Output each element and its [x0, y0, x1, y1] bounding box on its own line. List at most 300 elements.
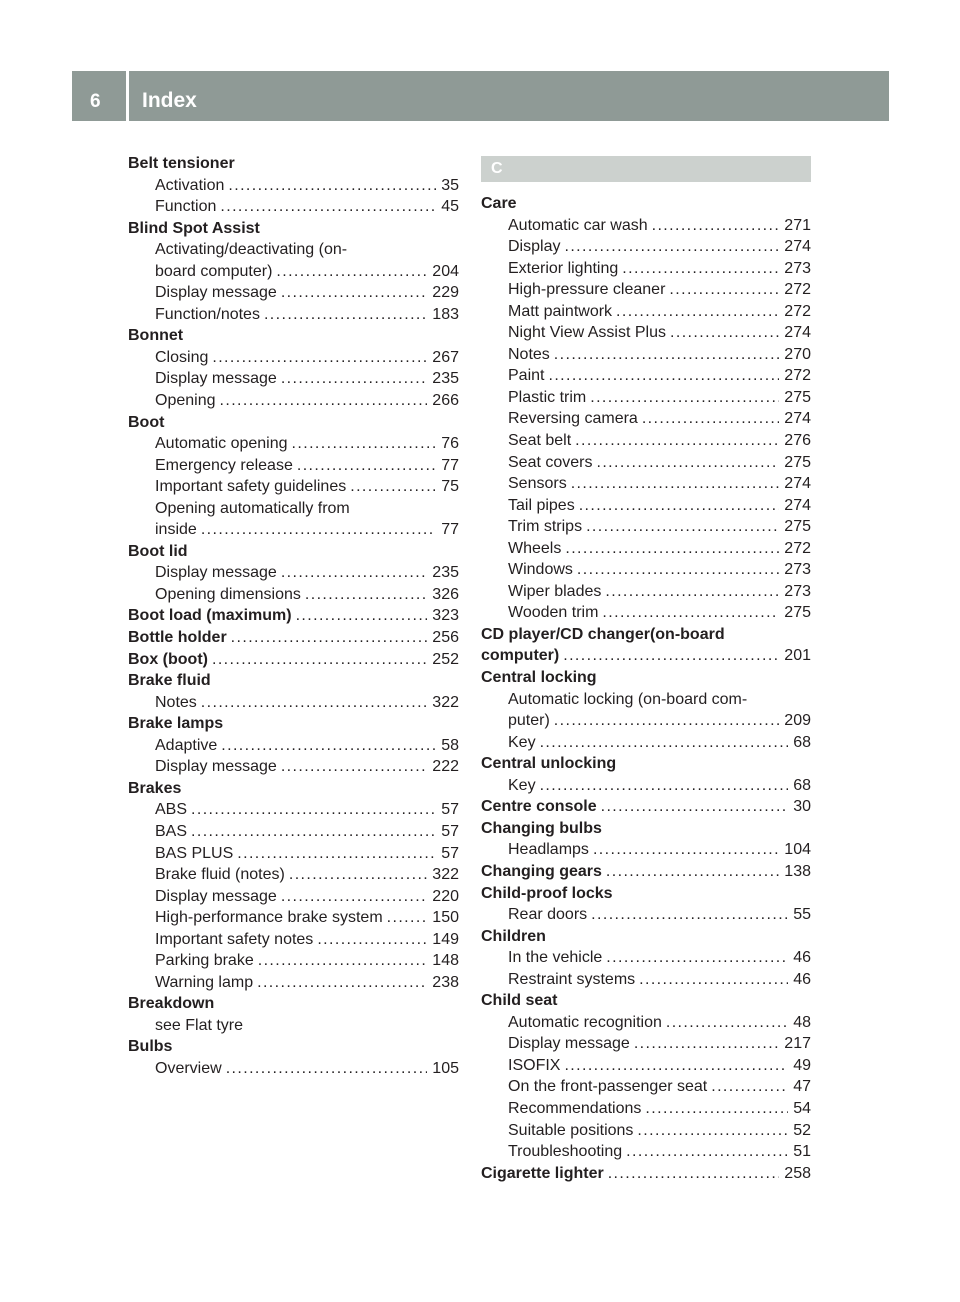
- entry-label: Brakes: [128, 779, 182, 797]
- page-reference: 150: [432, 909, 459, 927]
- index-subentry: [128, 347, 459, 369]
- index-subentry: [128, 864, 459, 886]
- entry-label: Activating/deactivating (on-: [155, 241, 348, 259]
- entry-label: Display message: [155, 284, 277, 302]
- dot-leader: [554, 710, 780, 732]
- dot-leader: [258, 950, 428, 972]
- page-reference: 322: [432, 693, 459, 711]
- entry-label: High-performance brake system: [155, 909, 383, 927]
- index-subentry: [481, 387, 811, 409]
- index-subentry: [481, 215, 811, 237]
- entry-label: Parking brake: [155, 952, 254, 970]
- page-reference: 272: [784, 302, 811, 320]
- dot-leader: [571, 473, 780, 495]
- entry-label: Boot lid: [128, 542, 188, 560]
- entry-label: puter): [508, 712, 550, 730]
- entry-label: Blind Spot Assist: [128, 219, 260, 237]
- page-number: 6: [90, 91, 101, 112]
- dot-leader: [264, 304, 427, 326]
- entry-label: Brake fluid (notes): [155, 866, 285, 884]
- page-reference: 183: [432, 305, 459, 323]
- index-subentry: [481, 1076, 811, 1098]
- index-subentry: [128, 261, 459, 283]
- page-reference: 235: [432, 564, 459, 582]
- page-reference: 35: [441, 176, 459, 194]
- dot-leader: [606, 947, 788, 969]
- dot-leader: [565, 538, 779, 560]
- dot-leader: [317, 929, 427, 951]
- entry-label: Opening: [155, 392, 216, 410]
- page-reference: 204: [432, 262, 459, 280]
- index-subentry: [481, 904, 811, 926]
- index-heading: [481, 818, 811, 840]
- index-heading: [128, 778, 459, 800]
- index-subentry: [128, 692, 459, 714]
- page-reference: 105: [432, 1059, 459, 1077]
- index-subentry: [481, 365, 811, 387]
- index-subentry: [481, 538, 811, 560]
- page-reference: 272: [784, 367, 811, 385]
- index-heading: [128, 670, 459, 692]
- entry-label: Suitable positions: [508, 1121, 634, 1139]
- dot-leader: [601, 796, 789, 818]
- page-reference: 275: [784, 604, 811, 622]
- index-heading: [128, 412, 459, 434]
- entry-label: Box (boot): [128, 650, 208, 668]
- dot-leader: [292, 433, 437, 455]
- index-subentry: [481, 602, 811, 624]
- page-reference: 47: [793, 1078, 811, 1096]
- page-reference: 148: [432, 952, 459, 970]
- dot-leader: [281, 562, 427, 584]
- entry-label: Display message: [508, 1035, 630, 1053]
- entry-label: see Flat tyre: [155, 1016, 244, 1034]
- entry-label: Boot load (maximum): [128, 607, 292, 625]
- index-subentry: [128, 196, 459, 218]
- index-subentry: [481, 495, 811, 517]
- entry-label: Notes: [155, 693, 197, 711]
- index-heading: [128, 649, 459, 671]
- index-subentry: [128, 886, 459, 908]
- dot-leader: [602, 602, 779, 624]
- dot-leader: [575, 430, 779, 452]
- dot-leader: [593, 839, 779, 861]
- index-subentry: [128, 756, 459, 778]
- entry-label: Plastic trim: [508, 388, 587, 406]
- entry-label: Cigarette lighter: [481, 1164, 604, 1182]
- index-subentry: [481, 1012, 811, 1034]
- page-reference: 54: [793, 1099, 811, 1117]
- index-subentry: [481, 969, 811, 991]
- dot-leader: [563, 645, 779, 667]
- index-subentry: [128, 799, 459, 821]
- page-reference: 273: [784, 561, 811, 579]
- dot-leader: [237, 843, 436, 865]
- page-reference: 104: [784, 841, 811, 859]
- dot-leader: [221, 735, 436, 757]
- entry-label: CD player/CD changer(on-board: [481, 625, 725, 643]
- page-reference: 76: [441, 435, 459, 453]
- entry-label: Changing bulbs: [481, 819, 602, 837]
- index-heading: [481, 667, 811, 689]
- page-reference: 30: [793, 798, 811, 816]
- entry-label: Important safety notes: [155, 930, 314, 948]
- dot-leader: [281, 756, 427, 778]
- page-reference: 49: [793, 1056, 811, 1074]
- index-subentry: [481, 516, 811, 538]
- index-subentry: [481, 710, 811, 732]
- dot-leader: [231, 627, 428, 649]
- entry-label: Central locking: [481, 669, 597, 687]
- dot-leader: [608, 1163, 780, 1185]
- page-reference: 46: [793, 970, 811, 988]
- index-subentry: [481, 452, 811, 474]
- page-reference: 275: [784, 388, 811, 406]
- entry-label: Belt tensioner: [128, 155, 235, 172]
- index-heading: [128, 325, 459, 347]
- entry-label: Notes: [508, 345, 550, 363]
- dot-leader: [387, 907, 428, 929]
- entry-label: Brake lamps: [128, 715, 224, 733]
- page-reference: 256: [432, 629, 459, 647]
- dot-leader: [289, 864, 427, 886]
- page-reference: 273: [784, 582, 811, 600]
- index-column-right: [481, 153, 811, 1184]
- index-subentry: [481, 430, 811, 452]
- page-reference: 46: [793, 949, 811, 967]
- entry-label: board computer): [155, 262, 273, 280]
- index-heading: [128, 627, 459, 649]
- page-reference: 274: [784, 324, 811, 342]
- entry-label: Children: [481, 927, 546, 945]
- dot-leader: [591, 904, 788, 926]
- dot-leader: [577, 559, 779, 581]
- index-subentry: [481, 236, 811, 258]
- entry-label: Breakdown: [128, 995, 215, 1013]
- index-subentry: [481, 947, 811, 969]
- index-subentry: [128, 929, 459, 951]
- entry-label: Tail pipes: [508, 496, 575, 514]
- entry-label: Troubleshooting: [508, 1143, 623, 1161]
- index-heading: [128, 153, 459, 175]
- section-letter-heading: C: [481, 156, 811, 182]
- entry-label: In the vehicle: [508, 949, 603, 967]
- page-reference: 229: [432, 284, 459, 302]
- index-subentry: [128, 584, 459, 606]
- entry-label: inside: [155, 521, 197, 539]
- index-subentry: [128, 735, 459, 757]
- index-subentry: [481, 344, 811, 366]
- index-subentry: [128, 304, 459, 326]
- entry-label: Opening automatically from: [155, 499, 350, 517]
- page-reference: 270: [784, 345, 811, 363]
- entry-label: Bulbs: [128, 1038, 173, 1056]
- entry-label: Changing gears: [481, 862, 602, 880]
- page-reference: 252: [432, 650, 459, 668]
- index-subentry: [128, 390, 459, 412]
- dot-leader: [637, 1120, 788, 1142]
- entry-label: Automatic recognition: [508, 1013, 662, 1031]
- dot-leader: [564, 1055, 788, 1077]
- dot-leader: [201, 692, 428, 714]
- entry-label: Central unlocking: [481, 755, 617, 773]
- index-heading: [481, 645, 811, 667]
- page-reference: 77: [441, 456, 459, 474]
- page-reference: 258: [784, 1164, 811, 1182]
- dot-leader: [281, 886, 427, 908]
- entry-label: Exterior lighting: [508, 259, 619, 277]
- page-reference: 274: [784, 238, 811, 256]
- index-heading: [481, 193, 811, 215]
- index-heading: [481, 861, 811, 883]
- index-subentry: [128, 282, 459, 304]
- entry-label: Closing: [155, 348, 209, 366]
- dot-leader: [191, 799, 436, 821]
- entry-label: High-pressure cleaner: [508, 281, 666, 299]
- index-subentry: [128, 972, 459, 994]
- entry-label: Centre console: [481, 798, 597, 816]
- page-reference: 274: [784, 410, 811, 428]
- dot-leader: [212, 347, 427, 369]
- entry-label: Wheels: [508, 539, 562, 557]
- index-heading: [481, 990, 811, 1012]
- dot-leader: [622, 258, 779, 280]
- entry-label: Key: [508, 733, 536, 751]
- entry-label: Activation: [155, 176, 225, 194]
- dot-leader: [666, 1012, 788, 1034]
- entry-label: Warning lamp: [155, 973, 254, 991]
- entry-label: Key: [508, 776, 536, 794]
- index-heading: [481, 1163, 811, 1185]
- index-subentry: [481, 279, 811, 301]
- page-header: [72, 71, 889, 121]
- dot-leader: [645, 1098, 788, 1120]
- index-subentry: [481, 689, 811, 711]
- entry-label: BAS: [155, 822, 188, 840]
- index-column-left: [128, 153, 459, 1080]
- dot-leader: [281, 282, 427, 304]
- entry-label: Important safety guidelines: [155, 478, 347, 496]
- page-reference: 273: [784, 259, 811, 277]
- index-subentry: [128, 950, 459, 972]
- dot-leader: [626, 1141, 788, 1163]
- entry-label: Care: [481, 195, 517, 212]
- index-subentry: [128, 1015, 459, 1037]
- dot-leader: [226, 1058, 428, 1080]
- header-divider: [126, 71, 129, 121]
- page-reference: 267: [432, 348, 459, 366]
- entry-label: On the front-passenger seat: [508, 1078, 708, 1096]
- dot-leader: [305, 584, 427, 606]
- entry-label: Matt paintwork: [508, 302, 613, 320]
- entry-label: Seat belt: [508, 432, 572, 450]
- dot-leader: [548, 365, 779, 387]
- entry-label: Restraint systems: [508, 970, 636, 988]
- index-subentry: [481, 839, 811, 861]
- index-subentry: [128, 175, 459, 197]
- page-reference: 77: [441, 521, 459, 539]
- page-reference: 222: [432, 758, 459, 776]
- dot-leader: [220, 196, 436, 218]
- page-reference: 274: [784, 496, 811, 514]
- entry-label: Rear doors: [508, 906, 588, 924]
- page-reference: 274: [784, 475, 811, 493]
- index-heading: [481, 883, 811, 905]
- page-reference: 275: [784, 453, 811, 471]
- dot-leader: [228, 175, 436, 197]
- index-subentry: [481, 258, 811, 280]
- entry-label: Bottle holder: [128, 629, 227, 647]
- entry-label: Reversing camera: [508, 410, 638, 428]
- dot-leader: [639, 969, 788, 991]
- dot-leader: [605, 581, 779, 603]
- dot-leader: [201, 519, 436, 541]
- index-subentry: [128, 239, 459, 261]
- page-reference: 68: [793, 733, 811, 751]
- dot-leader: [711, 1076, 788, 1098]
- index-subentry: [128, 562, 459, 584]
- index-heading: [128, 713, 459, 735]
- page-reference: 55: [793, 906, 811, 924]
- page-reference: 58: [441, 736, 459, 754]
- page-reference: 75: [441, 478, 459, 496]
- page-reference: 149: [432, 930, 459, 948]
- dot-leader: [191, 821, 436, 843]
- index-subentry: [481, 301, 811, 323]
- page-reference: 57: [441, 801, 459, 819]
- page-reference: 266: [432, 392, 459, 410]
- entry-label: Paint: [508, 367, 545, 385]
- dot-leader: [652, 215, 780, 237]
- index-subentry: [128, 368, 459, 390]
- index-subentry: [481, 559, 811, 581]
- index-heading: [481, 753, 811, 775]
- entry-label: Automatic car wash: [508, 216, 648, 234]
- index-heading: [481, 624, 811, 646]
- entry-label: Automatic locking (on-board com-: [508, 690, 748, 708]
- index-subentry: [481, 408, 811, 430]
- index-subentry: [481, 473, 811, 495]
- dot-leader: [281, 368, 427, 390]
- index-subentry: [481, 1141, 811, 1163]
- dot-leader: [257, 972, 427, 994]
- page-title: Index: [142, 89, 197, 112]
- index-heading: [128, 993, 459, 1015]
- entry-label: Trim strips: [508, 518, 583, 536]
- page-reference: 322: [432, 866, 459, 884]
- page-reference: 272: [784, 281, 811, 299]
- entry-label: Emergency release: [155, 456, 293, 474]
- entry-label: Boot: [128, 413, 165, 431]
- page-reference: 272: [784, 539, 811, 557]
- page-reference: 52: [793, 1121, 811, 1139]
- entry-label: Opening dimensions: [155, 585, 301, 603]
- entry-label: Wiper blades: [508, 582, 602, 600]
- dot-leader: [350, 476, 436, 498]
- index-subentry: [481, 581, 811, 603]
- index-subentry: [481, 1055, 811, 1077]
- index-subentry: [481, 322, 811, 344]
- entry-label: computer): [481, 647, 560, 665]
- entry-label: Function: [155, 198, 217, 216]
- entry-label: Seat covers: [508, 453, 593, 471]
- index-heading: [481, 796, 811, 818]
- page-reference: 48: [793, 1013, 811, 1031]
- index-heading: [128, 605, 459, 627]
- entry-label: Windows: [508, 561, 573, 579]
- page-reference: 209: [784, 712, 811, 730]
- index-subentry: [128, 821, 459, 843]
- index-subentry: [128, 843, 459, 865]
- index-subentry: [481, 1120, 811, 1142]
- entry-label: Display message: [155, 564, 277, 582]
- entry-label: Headlamps: [508, 841, 589, 859]
- dot-leader: [596, 452, 779, 474]
- index-subentry: [481, 775, 811, 797]
- entry-label: Display message: [155, 370, 277, 388]
- page-reference: 45: [441, 198, 459, 216]
- entry-label: Adaptive: [155, 736, 218, 754]
- dot-leader: [564, 236, 779, 258]
- entry-label: Automatic opening: [155, 435, 288, 453]
- page-reference: 238: [432, 973, 459, 991]
- index-subentry: [481, 732, 811, 754]
- entry-label: BAS PLUS: [155, 844, 234, 862]
- index-subentry: [481, 1098, 811, 1120]
- entry-label: Display message: [155, 887, 277, 905]
- entry-label: ISOFIX: [508, 1056, 561, 1074]
- dot-leader: [586, 516, 779, 538]
- index-subentry: [128, 433, 459, 455]
- page-reference: 323: [432, 607, 459, 625]
- page-reference: 68: [793, 776, 811, 794]
- index-subentry: [128, 1058, 459, 1080]
- entry-label: Brake fluid: [128, 672, 211, 690]
- entry-label: Overview: [155, 1059, 222, 1077]
- index-subentry: [128, 455, 459, 477]
- dot-leader: [590, 387, 779, 409]
- entry-label: Display: [508, 238, 561, 256]
- dot-leader: [670, 322, 779, 344]
- entry-label: Recommendations: [508, 1099, 642, 1117]
- index-subentry: [128, 476, 459, 498]
- index-heading: [481, 926, 811, 948]
- page-reference: 138: [784, 862, 811, 880]
- page-reference: 271: [784, 216, 811, 234]
- entry-label: Sensors: [508, 475, 567, 493]
- entry-label: Night View Assist Plus: [508, 324, 666, 342]
- entry-label: Child-proof locks: [481, 884, 613, 902]
- page-reference: 326: [432, 585, 459, 603]
- page-reference: 57: [441, 844, 459, 862]
- page-reference: 220: [432, 887, 459, 905]
- dot-leader: [276, 261, 427, 283]
- dot-leader: [296, 605, 428, 627]
- dot-leader: [554, 344, 780, 366]
- entry-label: Child seat: [481, 992, 558, 1010]
- dot-leader: [669, 279, 779, 301]
- page-reference: 217: [784, 1035, 811, 1053]
- dot-leader: [606, 861, 779, 883]
- dot-leader: [540, 775, 789, 797]
- dot-leader: [220, 390, 428, 412]
- dot-leader: [616, 301, 779, 323]
- index-subentry: [128, 498, 459, 520]
- page-reference: 275: [784, 518, 811, 536]
- index-subentry: [128, 907, 459, 929]
- page-reference: 51: [793, 1143, 811, 1161]
- entry-label: Wooden trim: [508, 604, 599, 622]
